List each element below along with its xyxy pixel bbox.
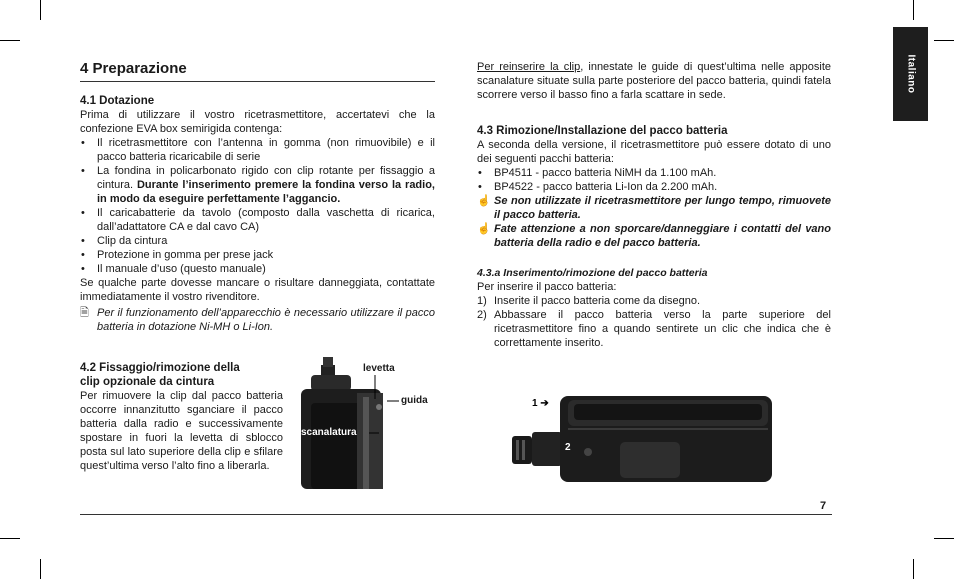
list-item: • BP4511 - pacco batteria NiMH da 1.100 mAh. [477, 166, 831, 180]
hand-icon: ☝ [477, 195, 491, 207]
heading-4-1: 4.1 Dotazione [80, 95, 155, 107]
clip-figure [297, 357, 437, 489]
battery-figure [510, 390, 775, 485]
right-column [477, 60, 831, 350]
step-one-marker: 1 ➔ [532, 398, 549, 409]
list-item: • Il manuale d’uso (questo manuale) [80, 262, 435, 276]
list-item: • Clip da cintura [80, 234, 435, 248]
crop-mark [934, 538, 954, 539]
list-item: • La fondina in policarbonato rigido con clip rotante per fissaggio a cintura. Durante l’inserimento premere la fondina verso la radio, in modo da eseguire perfettamente l’aggancio. [80, 164, 435, 206]
contents-list [80, 136, 435, 276]
crop-mark [934, 40, 954, 41]
language-tab [893, 27, 928, 121]
section-title: 4 Preparazione [80, 60, 435, 82]
left-column [80, 60, 435, 334]
battery-versions-intro: A seconda della versione, il ricetrasmettitore può essere dotato di uno dei seguenti pacchi batteria: [477, 139, 831, 165]
insert-steps [477, 294, 831, 350]
list-item: • Il ricetrasmettitore con l’antenna in gomma (non rimuovibile) e il pacco batteria ricaricabile di serie [80, 136, 435, 164]
battery-note: 🗎 Per il funzionamento dell’apparecchio è necessario utilizzare il pacco batteria in dotazione Ni-MH o Li-Ion. [80, 307, 435, 333]
page-number: 7 [820, 500, 827, 512]
warning-note: ☝ Se non utilizzate il ricetrasmettitore per lungo tempo, rimuovete il pacco batteria. [477, 195, 831, 221]
heading-4-2-line1: 4.2 Fissaggio/rimozione della [80, 362, 240, 374]
label-scanalatura: scanalatura [301, 427, 357, 438]
radio-clip-illustration [297, 357, 437, 489]
crop-mark [0, 538, 20, 539]
label-levetta: levetta [363, 363, 395, 374]
list-item: 1) Inserite il pacco batteria come da disegno. [477, 295, 701, 307]
list-item: • Il caricabatterie da tavolo (composto dalla vaschetta di ricarica, dall’adattatore CA e dal cavo CA) [80, 206, 435, 234]
section-4-2 [80, 361, 283, 473]
list-item: 2) Abbassare il pacco batteria verso la parte superiore del ricetrasmettitore fino a quando sentirete un clic che indica che è correttamente inserito. [477, 309, 831, 349]
heading-4-3: 4.3 Rimozione/Installazione del pacco batteria [477, 125, 728, 137]
warning-note: ☝ Fate attenzione a non sporcare/danneggiare i contatti del vano batteria della radio e del pacco batteria. [477, 223, 831, 249]
reinsert-text: Per reinserire la clip, innestate le guide di quest’ultima nelle apposite scanalature situate sulla parte posteriore del pacco batteria, quindi fatela scorrere verso il basso fino a farla scattare in sede. [477, 61, 832, 101]
step-two-marker: 2 [565, 442, 571, 453]
crop-mark [40, 559, 41, 579]
crop-mark [913, 559, 914, 579]
document-icon: 🗎 [80, 307, 89, 319]
heading-4-3-a: 4.3.a Inserimento/rimozione del pacco batteria [477, 267, 708, 279]
language-tab-label: Italiano [905, 54, 916, 94]
crop-mark [0, 40, 20, 41]
list-item: • BP4522 - pacco batteria Li-Ion da 2.200 mAh. [477, 180, 831, 194]
insert-intro: Per inserire il pacco batteria: [477, 281, 617, 293]
missing-parts-text: Se qualche parte dovesse mancare o risultare danneggiata, contattate immediatamente il vostro rivenditore. [80, 277, 435, 303]
label-guida: guida [401, 395, 428, 406]
battery-list [477, 166, 831, 194]
radio-battery-illustration [510, 390, 775, 485]
hand-icon: ☝ [477, 223, 491, 235]
list-item: • Protezione in gomma per prese jack [80, 248, 435, 262]
footer-divider [80, 514, 832, 515]
crop-mark [913, 0, 914, 20]
crop-mark [40, 0, 41, 20]
reinsert-link: Per reinserire la clip [477, 61, 581, 73]
heading-4-2-line2: clip opzionale da cintura [80, 376, 215, 388]
contents-intro: Prima di utilizzare il vostro ricetrasmettitore, accertatevi che la confezione EVA box semirigida contenga: [80, 109, 435, 135]
clip-removal-text: Per rimuovere la clip dal pacco batteria occorre innanzitutto sganciare il pacco batteria dalla radio e successivamente spostare in fuori la levetta di sblocco posta sul lato superiore della clip e sfilare quest’ultima verso l’alto fino a liberarla. [80, 390, 283, 472]
